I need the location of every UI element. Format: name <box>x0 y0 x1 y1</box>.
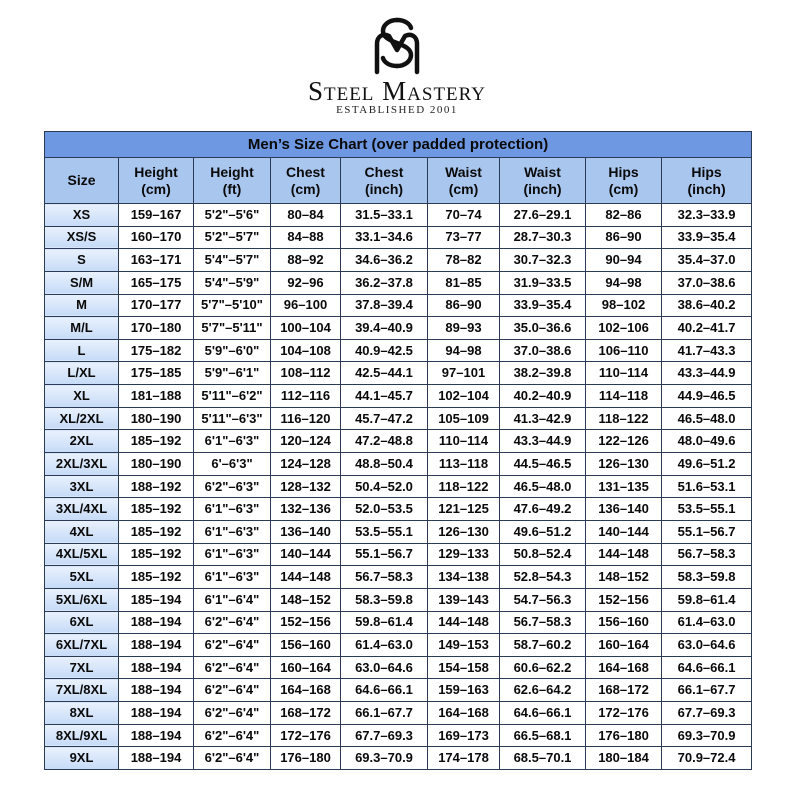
column-header-label: Height <box>134 163 178 180</box>
measurement-cell-chest-inch: 48.8–50.4 <box>341 453 428 476</box>
measurement-cell-hips-cm: 136–140 <box>586 498 662 521</box>
measurement-cell-chest-cm: 100–104 <box>271 317 341 340</box>
measurement-cell-waist-inch: 50.8–52.4 <box>500 543 586 566</box>
measurement-cell-chest-cm: 156–160 <box>271 634 341 657</box>
measurement-cell-waist-inch: 58.7–60.2 <box>500 634 586 657</box>
measurement-cell-hips-inch: 33.9–35.4 <box>662 226 752 249</box>
measurement-cell-hips-cm: 180–184 <box>586 747 662 770</box>
measurement-cell-waist-inch: 49.6–51.2 <box>500 520 586 543</box>
measurement-cell-chest-inch: 56.7–58.3 <box>341 566 428 589</box>
measurement-cell-height-cm: 175–185 <box>119 362 194 385</box>
measurement-cell-hips-inch: 44.9–46.5 <box>662 385 752 408</box>
size-label-cell: S <box>45 249 119 272</box>
table-row <box>45 385 752 408</box>
measurement-cell-chest-cm: 172–176 <box>271 724 341 747</box>
table-row <box>45 611 752 634</box>
size-label-cell: 9XL <box>45 747 119 770</box>
measurement-cell-waist-cm: 70–74 <box>428 204 500 227</box>
size-label-cell: 4XL <box>45 520 119 543</box>
measurement-cell-waist-inch: 66.5–68.1 <box>500 724 586 747</box>
measurement-cell-height-cm: 185–192 <box>119 566 194 589</box>
measurement-cell-waist-cm: 159–163 <box>428 679 500 702</box>
measurement-cell-height-cm: 175–182 <box>119 339 194 362</box>
brand-name: Steel Mastery <box>307 76 487 106</box>
brand-tagline: ESTABLISHED 2001 <box>336 104 458 116</box>
measurement-cell-chest-cm: 92–96 <box>271 271 341 294</box>
measurement-cell-waist-cm: 129–133 <box>428 543 500 566</box>
table-row <box>45 475 752 498</box>
measurement-cell-chest-inch: 52.0–53.5 <box>341 498 428 521</box>
measurement-cell-waist-cm: 118–122 <box>428 475 500 498</box>
measurement-cell-hips-inch: 51.6–53.1 <box>662 475 752 498</box>
measurement-cell-chest-inch: 33.1–34.6 <box>341 226 428 249</box>
measurement-cell-hips-cm: 114–118 <box>586 385 662 408</box>
measurement-cell-height-cm: 188–194 <box>119 611 194 634</box>
size-label-cell: M/L <box>45 317 119 340</box>
column-header-waist-inch <box>500 158 586 204</box>
measurement-cell-height-cm: 165–175 <box>119 271 194 294</box>
measurement-cell-height-cm: 185–194 <box>119 588 194 611</box>
measurement-cell-hips-cm: 156–160 <box>586 611 662 634</box>
measurement-cell-height-cm: 188–194 <box>119 656 194 679</box>
measurement-cell-hips-inch: 56.7–58.3 <box>662 543 752 566</box>
column-header-waist-cm <box>428 158 500 204</box>
measurement-cell-chest-cm: 160–164 <box>271 656 341 679</box>
measurement-cell-chest-cm: 140–144 <box>271 543 341 566</box>
table-row <box>45 249 752 272</box>
table-row <box>45 520 752 543</box>
measurement-cell-waist-inch: 31.9–33.5 <box>500 271 586 294</box>
measurement-cell-height-ft: 6'2"–6'4" <box>194 611 271 634</box>
measurement-cell-chest-cm: 152–156 <box>271 611 341 634</box>
measurement-cell-hips-inch: 59.8–61.4 <box>662 588 752 611</box>
measurement-cell-waist-inch: 33.9–35.4 <box>500 294 586 317</box>
measurement-cell-waist-inch: 28.7–30.3 <box>500 226 586 249</box>
size-label-cell: XS <box>45 204 119 227</box>
measurement-cell-chest-cm: 168–172 <box>271 702 341 725</box>
measurement-cell-hips-inch: 55.1–56.7 <box>662 520 752 543</box>
measurement-cell-waist-inch: 68.5–70.1 <box>500 747 586 770</box>
measurement-cell-waist-cm: 113–118 <box>428 453 500 476</box>
column-header-unit: (ft) <box>222 180 242 197</box>
measurement-cell-waist-cm: 102–104 <box>428 385 500 408</box>
measurement-cell-hips-inch: 66.1–67.7 <box>662 679 752 702</box>
measurement-cell-chest-cm: 88–92 <box>271 249 341 272</box>
measurement-cell-height-ft: 6'1"–6'3" <box>194 520 271 543</box>
measurement-cell-height-cm: 170–177 <box>119 294 194 317</box>
column-header-unit: (cm) <box>448 180 479 197</box>
measurement-cell-chest-inch: 34.6–36.2 <box>341 249 428 272</box>
table-row <box>45 317 752 340</box>
table-row <box>45 588 752 611</box>
measurement-cell-waist-cm: 134–138 <box>428 566 500 589</box>
measurement-cell-height-ft: 6'2"–6'4" <box>194 679 271 702</box>
size-label-cell: 6XL/7XL <box>45 634 119 657</box>
table-title: Men’s Size Chart (over padded protection) <box>45 132 752 158</box>
size-label-cell: 3XL <box>45 475 119 498</box>
measurement-cell-hips-inch: 53.5–55.1 <box>662 498 752 521</box>
measurement-cell-chest-inch: 44.1–45.7 <box>341 385 428 408</box>
table-row <box>45 294 752 317</box>
measurement-cell-chest-inch: 36.2–37.8 <box>341 271 428 294</box>
measurement-cell-height-ft: 5'11"–6'2" <box>194 385 271 408</box>
measurement-cell-height-ft: 6'1"–6'3" <box>194 498 271 521</box>
measurement-cell-chest-inch: 50.4–52.0 <box>341 475 428 498</box>
column-header-label: Chest <box>286 163 325 180</box>
measurement-cell-height-ft: 5'7"–5'11" <box>194 317 271 340</box>
table-row <box>45 271 752 294</box>
measurement-cell-waist-inch: 30.7–32.3 <box>500 249 586 272</box>
measurement-cell-hips-cm: 90–94 <box>586 249 662 272</box>
measurement-cell-chest-cm: 164–168 <box>271 679 341 702</box>
table-row <box>45 453 752 476</box>
measurement-cell-waist-cm: 89–93 <box>428 317 500 340</box>
measurement-cell-hips-cm: 102–106 <box>586 317 662 340</box>
measurement-cell-hips-cm: 152–156 <box>586 588 662 611</box>
measurement-cell-chest-inch: 69.3–70.9 <box>341 747 428 770</box>
column-header-label: Size <box>67 172 96 188</box>
measurement-cell-hips-cm: 122–126 <box>586 430 662 453</box>
measurement-cell-waist-cm: 73–77 <box>428 226 500 249</box>
measurement-cell-chest-cm: 132–136 <box>271 498 341 521</box>
measurement-cell-height-ft: 6'2"–6'4" <box>194 747 271 770</box>
measurement-cell-chest-inch: 55.1–56.7 <box>341 543 428 566</box>
measurement-cell-height-cm: 185–192 <box>119 520 194 543</box>
measurement-cell-waist-cm: 78–82 <box>428 249 500 272</box>
measurement-cell-hips-inch: 67.7–69.3 <box>662 702 752 725</box>
column-header-row <box>45 158 752 204</box>
measurement-cell-chest-inch: 63.0–64.6 <box>341 656 428 679</box>
measurement-cell-waist-inch: 43.3–44.9 <box>500 430 586 453</box>
column-header-unit: (inch) <box>687 180 726 197</box>
measurement-cell-height-cm: 185–192 <box>119 498 194 521</box>
measurement-cell-waist-inch: 35.0–36.6 <box>500 317 586 340</box>
measurement-cell-waist-inch: 54.7–56.3 <box>500 588 586 611</box>
column-header-height-cm <box>119 158 194 204</box>
measurement-cell-hips-inch: 70.9–72.4 <box>662 747 752 770</box>
measurement-cell-chest-inch: 40.9–42.5 <box>341 339 428 362</box>
measurement-cell-height-cm: 185–192 <box>119 430 194 453</box>
measurement-cell-hips-cm: 106–110 <box>586 339 662 362</box>
column-header-height-ft <box>194 158 271 204</box>
measurement-cell-waist-cm: 121–125 <box>428 498 500 521</box>
measurement-cell-hips-inch: 35.4–37.0 <box>662 249 752 272</box>
measurement-cell-chest-cm: 108–112 <box>271 362 341 385</box>
measurement-cell-height-ft: 5'11"–6'3" <box>194 407 271 430</box>
measurement-cell-height-ft: 5'9"–6'1" <box>194 362 271 385</box>
measurement-cell-waist-cm: 169–173 <box>428 724 500 747</box>
measurement-cell-height-ft: 6'1"–6'3" <box>194 566 271 589</box>
measurement-cell-hips-cm: 126–130 <box>586 453 662 476</box>
column-header-unit: (cm) <box>141 180 171 197</box>
measurement-cell-waist-cm: 94–98 <box>428 339 500 362</box>
measurement-cell-chest-cm: 84–88 <box>271 226 341 249</box>
measurement-cell-chest-cm: 104–108 <box>271 339 341 362</box>
size-label-cell: 7XL/8XL <box>45 679 119 702</box>
measurement-cell-chest-cm: 96–100 <box>271 294 341 317</box>
measurement-cell-height-ft: 6'2"–6'4" <box>194 656 271 679</box>
measurement-cell-hips-cm: 94–98 <box>586 271 662 294</box>
measurement-cell-height-cm: 180–190 <box>119 453 194 476</box>
measurement-cell-waist-cm: 97–101 <box>428 362 500 385</box>
table-row <box>45 430 752 453</box>
size-label-cell: XL/2XL <box>45 407 119 430</box>
column-header-label: Waist <box>524 163 561 180</box>
table-row <box>45 362 752 385</box>
table-row <box>45 679 752 702</box>
measurement-cell-height-cm: 188–194 <box>119 634 194 657</box>
table-row <box>45 226 752 249</box>
measurement-cell-waist-cm: 154–158 <box>428 656 500 679</box>
measurement-cell-hips-inch: 40.2–41.7 <box>662 317 752 340</box>
measurement-cell-chest-inch: 53.5–55.1 <box>341 520 428 543</box>
measurement-cell-hips-cm: 172–176 <box>586 702 662 725</box>
measurement-cell-hips-cm: 176–180 <box>586 724 662 747</box>
measurement-cell-chest-cm: 112–116 <box>271 385 341 408</box>
measurement-cell-hips-inch: 46.5–48.0 <box>662 407 752 430</box>
size-label-cell: L <box>45 339 119 362</box>
size-label-cell: XS/S <box>45 226 119 249</box>
column-header-hips-cm <box>586 158 662 204</box>
measurement-cell-waist-inch: 62.6–64.2 <box>500 679 586 702</box>
measurement-cell-waist-cm: 144–148 <box>428 611 500 634</box>
measurement-cell-waist-cm: 174–178 <box>428 747 500 770</box>
measurement-cell-waist-cm: 105–109 <box>428 407 500 430</box>
measurement-cell-waist-inch: 41.3–42.9 <box>500 407 586 430</box>
measurement-cell-height-ft: 5'4"–5'9" <box>194 271 271 294</box>
measurement-cell-hips-cm: 160–164 <box>586 634 662 657</box>
measurement-cell-hips-inch: 32.3–33.9 <box>662 204 752 227</box>
measurement-cell-height-cm: 188–194 <box>119 702 194 725</box>
measurement-cell-chest-cm: 176–180 <box>271 747 341 770</box>
size-label-cell: 4XL/5XL <box>45 543 119 566</box>
measurement-cell-chest-inch: 39.4–40.9 <box>341 317 428 340</box>
measurement-cell-chest-cm: 116–120 <box>271 407 341 430</box>
measurement-cell-chest-cm: 80–84 <box>271 204 341 227</box>
measurement-cell-hips-inch: 41.7–43.3 <box>662 339 752 362</box>
measurement-cell-chest-cm: 128–132 <box>271 475 341 498</box>
measurement-cell-hips-cm: 144–148 <box>586 543 662 566</box>
measurement-cell-hips-cm: 140–144 <box>586 520 662 543</box>
column-header-label: Chest <box>364 163 404 180</box>
size-label-cell: XL <box>45 385 119 408</box>
measurement-cell-height-cm: 181–188 <box>119 385 194 408</box>
measurement-cell-height-cm: 188–194 <box>119 724 194 747</box>
measurement-cell-waist-inch: 38.2–39.8 <box>500 362 586 385</box>
measurement-cell-chest-inch: 31.5–33.1 <box>341 204 428 227</box>
column-header-chest-cm <box>271 158 341 204</box>
measurement-cell-chest-cm: 120–124 <box>271 430 341 453</box>
measurement-cell-hips-inch: 63.0–64.6 <box>662 634 752 657</box>
measurement-cell-waist-inch: 56.7–58.3 <box>500 611 586 634</box>
size-label-cell: M <box>45 294 119 317</box>
measurement-cell-waist-cm: 139–143 <box>428 588 500 611</box>
measurement-cell-waist-inch: 37.0–38.6 <box>500 339 586 362</box>
measurement-cell-hips-cm: 118–122 <box>586 407 662 430</box>
measurement-cell-chest-inch: 42.5–44.1 <box>341 362 428 385</box>
measurement-cell-height-ft: 6'–6'3" <box>194 453 271 476</box>
measurement-cell-height-cm: 188–194 <box>119 747 194 770</box>
column-header-chest-inch <box>341 158 428 204</box>
size-label-cell: 8XL/9XL <box>45 724 119 747</box>
column-header-unit: (inch) <box>523 180 562 197</box>
table-row <box>45 702 752 725</box>
measurement-cell-hips-inch: 64.6–66.1 <box>662 656 752 679</box>
size-label-cell: 2XL/3XL <box>45 453 119 476</box>
measurement-cell-waist-inch: 60.6–62.2 <box>500 656 586 679</box>
measurement-cell-height-ft: 5'9"–6'0" <box>194 339 271 362</box>
measurement-cell-chest-inch: 66.1–67.7 <box>341 702 428 725</box>
column-header-label: Hips <box>608 163 639 180</box>
measurement-cell-chest-cm: 124–128 <box>271 453 341 476</box>
measurement-cell-hips-inch: 69.3–70.9 <box>662 724 752 747</box>
size-label-cell: S/M <box>45 271 119 294</box>
table-row <box>45 566 752 589</box>
measurement-cell-waist-cm: 86–90 <box>428 294 500 317</box>
measurement-cell-waist-cm: 164–168 <box>428 702 500 725</box>
measurement-cell-chest-cm: 144–148 <box>271 566 341 589</box>
size-label-cell: 5XL/6XL <box>45 588 119 611</box>
measurement-cell-hips-cm: 168–172 <box>586 679 662 702</box>
measurement-cell-waist-cm: 81–85 <box>428 271 500 294</box>
column-header-label: Waist <box>445 163 482 180</box>
column-header-hips-inch <box>662 158 752 204</box>
measurement-cell-chest-inch: 45.7–47.2 <box>341 407 428 430</box>
measurement-cell-height-ft: 6'1"–6'3" <box>194 543 271 566</box>
measurement-cell-waist-inch: 52.8–54.3 <box>500 566 586 589</box>
brand-header <box>0 0 794 128</box>
size-label-cell: 8XL <box>45 702 119 725</box>
column-header-label: Hips <box>691 163 722 180</box>
measurement-cell-hips-inch: 37.0–38.6 <box>662 271 752 294</box>
size-chart-table <box>44 131 752 770</box>
measurement-cell-hips-inch: 43.3–44.9 <box>662 362 752 385</box>
measurement-cell-chest-inch: 61.4–63.0 <box>341 634 428 657</box>
measurement-cell-waist-inch: 46.5–48.0 <box>500 475 586 498</box>
measurement-cell-chest-inch: 37.8–39.4 <box>341 294 428 317</box>
size-label-cell: 3XL/4XL <box>45 498 119 521</box>
table-row <box>45 498 752 521</box>
column-header-label: Height <box>210 163 254 180</box>
measurement-cell-chest-inch: 47.2–48.8 <box>341 430 428 453</box>
measurement-cell-waist-inch: 47.6–49.2 <box>500 498 586 521</box>
measurement-cell-hips-cm: 131–135 <box>586 475 662 498</box>
table-row <box>45 634 752 657</box>
measurement-cell-height-cm: 180–190 <box>119 407 194 430</box>
measurement-cell-hips-cm: 82–86 <box>586 204 662 227</box>
measurement-cell-height-cm: 163–171 <box>119 249 194 272</box>
table-row <box>45 204 752 227</box>
measurement-cell-height-ft: 6'1"–6'4" <box>194 588 271 611</box>
measurement-cell-chest-inch: 64.6–66.1 <box>341 679 428 702</box>
measurement-cell-height-ft: 5'7"–5'10" <box>194 294 271 317</box>
measurement-cell-hips-cm: 110–114 <box>586 362 662 385</box>
size-label-cell: 7XL <box>45 656 119 679</box>
size-label-cell: 2XL <box>45 430 119 453</box>
measurement-cell-height-cm: 188–192 <box>119 475 194 498</box>
table-row <box>45 724 752 747</box>
measurement-cell-height-cm: 160–170 <box>119 226 194 249</box>
measurement-cell-hips-inch: 48.0–49.6 <box>662 430 752 453</box>
measurement-cell-chest-cm: 136–140 <box>271 520 341 543</box>
measurement-cell-hips-cm: 86–90 <box>586 226 662 249</box>
measurement-cell-height-cm: 159–167 <box>119 204 194 227</box>
measurement-cell-hips-cm: 98–102 <box>586 294 662 317</box>
table-row <box>45 407 752 430</box>
size-label-cell: 6XL <box>45 611 119 634</box>
column-header-unit: (inch) <box>364 180 404 197</box>
table-body <box>45 204 752 770</box>
measurement-cell-waist-inch: 64.6–66.1 <box>500 702 586 725</box>
measurement-cell-height-ft: 5'4"–5'7" <box>194 249 271 272</box>
measurement-cell-height-ft: 5'2"–5'6" <box>194 204 271 227</box>
measurement-cell-height-ft: 5'2"–5'7" <box>194 226 271 249</box>
size-label-cell: L/XL <box>45 362 119 385</box>
measurement-cell-hips-inch: 61.4–63.0 <box>662 611 752 634</box>
measurement-cell-chest-inch: 67.7–69.3 <box>341 724 428 747</box>
table-row <box>45 656 752 679</box>
measurement-cell-chest-cm: 148–152 <box>271 588 341 611</box>
table-row <box>45 339 752 362</box>
column-header-size <box>45 158 119 204</box>
measurement-cell-height-cm: 188–194 <box>119 679 194 702</box>
measurement-cell-waist-inch: 40.2–40.9 <box>500 385 586 408</box>
measurement-cell-waist-cm: 110–114 <box>428 430 500 453</box>
measurement-cell-hips-inch: 38.6–40.2 <box>662 294 752 317</box>
measurement-cell-height-ft: 6'2"–6'4" <box>194 702 271 725</box>
measurement-cell-hips-inch: 49.6–51.2 <box>662 453 752 476</box>
measurement-cell-hips-inch: 58.3–59.8 <box>662 566 752 589</box>
measurement-cell-chest-inch: 58.3–59.8 <box>341 588 428 611</box>
measurement-cell-chest-inch: 59.8–61.4 <box>341 611 428 634</box>
measurement-cell-hips-cm: 164–168 <box>586 656 662 679</box>
measurement-cell-waist-inch: 44.5–46.5 <box>500 453 586 476</box>
table-row <box>45 747 752 770</box>
column-header-unit: (cm) <box>290 180 321 197</box>
table-row <box>45 543 752 566</box>
size-label-cell: 5XL <box>45 566 119 589</box>
measurement-cell-waist-cm: 149–153 <box>428 634 500 657</box>
measurement-cell-height-ft: 6'2"–6'4" <box>194 634 271 657</box>
measurement-cell-waist-inch: 27.6–29.1 <box>500 204 586 227</box>
measurement-cell-waist-cm: 126–130 <box>428 520 500 543</box>
column-header-unit: (cm) <box>608 180 639 197</box>
measurement-cell-height-ft: 6'2"–6'4" <box>194 724 271 747</box>
measurement-cell-hips-cm: 148–152 <box>586 566 662 589</box>
measurement-cell-height-cm: 170–180 <box>119 317 194 340</box>
measurement-cell-height-cm: 185–192 <box>119 543 194 566</box>
measurement-cell-height-ft: 6'2"–6'3" <box>194 475 271 498</box>
sm-monogram-logo-icon <box>367 16 427 78</box>
measurement-cell-height-ft: 6'1"–6'3" <box>194 430 271 453</box>
